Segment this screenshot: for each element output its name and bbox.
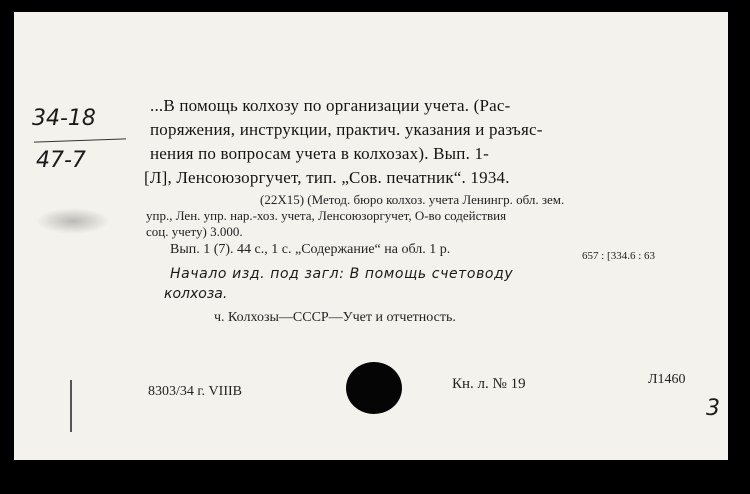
handwritten-note-line-2: колхоза.: [164, 286, 228, 302]
annotation-line-3: соц. учету) 3.000.: [146, 224, 243, 239]
margin-mark: 3: [706, 396, 720, 421]
handwritten-note-line-1: Начало изд. под загл: В помощь счетоводу: [170, 266, 514, 282]
catalog-card: [14, 12, 728, 460]
annotation-line-2: упр., Лен. упр. нар.-хоз. учета, Ленсоюзоргучет, О-во содействия: [146, 208, 507, 223]
call-number-top: 34-18: [32, 106, 96, 131]
entry-line-2: поряжения, инструкции, практич. указания и разъяс-: [150, 120, 543, 139]
card-code: Л1460: [648, 372, 686, 387]
accession-number: 8303/34 г. VIIIB: [148, 384, 242, 399]
margin-pencil-line: [70, 380, 72, 432]
issue-line: Вып. 1 (7). 44 с., 1 с. „Содержание“ на обл. 1 р.: [170, 242, 451, 257]
call-number-divider: [34, 138, 126, 142]
subject-headings: ч. Колхозы—СССР—Учет и отчетность.: [214, 310, 456, 325]
call-number-bottom: 47-7: [36, 148, 86, 173]
annotation-line-1: (22X15) (Метод. бюро колхоз. учета Ленингр. обл. зем.: [260, 192, 565, 207]
book-chamber-number: Кн. л. № 19: [452, 376, 526, 392]
entry-line-1: ...В помощь колхозу по организации учета. (Рас-: [150, 96, 511, 115]
classification: 657 : [334.6 : 63: [582, 250, 656, 262]
entry-line-4: [Л], Ленсоюзоргучет, тип. „Сов. печатник“. 1934.: [144, 168, 510, 187]
entry-line-3: нения по вопросам учета в колхозах). Вып. 1-: [150, 144, 490, 163]
punch-hole: [346, 362, 402, 414]
stamp-smudge: [36, 208, 110, 234]
